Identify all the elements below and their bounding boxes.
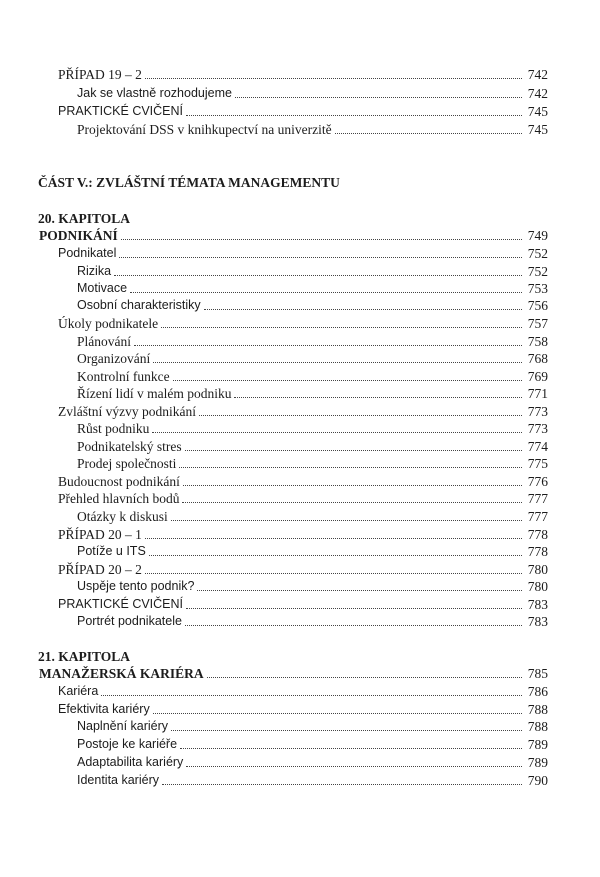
dot-leader [149, 555, 522, 556]
toc-entry-page: 788 [527, 719, 548, 734]
toc-entry-label: PODNIKÁNÍ [39, 228, 118, 243]
toc-entry-page: 780 [527, 579, 548, 594]
toc-entry-label: Plánování [77, 334, 131, 349]
toc-entry-page: 757 [527, 316, 548, 331]
toc-entry-page: 752 [527, 246, 548, 261]
dot-leader [183, 485, 522, 486]
toc-entry-label: Řízení lidí v malém podniku [77, 386, 232, 401]
dot-leader [199, 415, 522, 416]
toc-entry [58, 683, 548, 700]
toc-entry-label: Portrét podnikatele [77, 614, 182, 628]
toc-entry-label: Potíže u ITS [77, 544, 146, 558]
toc-entry-label: Efektivita kariéry [58, 702, 150, 716]
dot-leader [204, 309, 522, 310]
toc-entry-page: 780 [527, 562, 548, 577]
toc-entry [77, 736, 548, 753]
dot-leader [134, 345, 522, 346]
toc-entry-label: Jak se vlastně rozhodujeme [77, 86, 232, 100]
dot-leader [234, 397, 522, 398]
toc-entry-label: Organizování [77, 351, 151, 366]
toc-entry-label: Prodej společnosti [77, 456, 177, 471]
toc-entry-label: Kontrolní funkce [77, 369, 170, 384]
toc-entry-page: 789 [527, 737, 548, 752]
dot-leader [180, 748, 522, 749]
dot-leader [179, 467, 522, 468]
toc-entry [77, 420, 548, 437]
toc-entry-label: PŘÍPAD 20 – 2 [58, 562, 142, 577]
part-title: ČÁST V.: ZVLÁŠTNÍ TÉMATA MANAGEMENTU [38, 175, 340, 190]
toc-entry [58, 66, 548, 83]
toc-entry-label: PRAKTICKÉ CVIČENÍ [58, 104, 184, 118]
toc-entry-page: 773 [527, 421, 548, 436]
toc-entry-label: Adaptabilita kariéry [77, 755, 184, 769]
toc-entry-label: Postoje ke kariéře [77, 737, 178, 751]
dot-leader [171, 730, 522, 731]
toc-entry-label: Zvláštní výzvy podnikání [58, 404, 196, 419]
dot-leader [162, 784, 522, 785]
dot-leader [186, 766, 522, 767]
toc-entry-page: 768 [527, 351, 548, 366]
toc-entry [77, 368, 548, 385]
toc-entry [58, 526, 548, 543]
toc-entry-page: 745 [527, 104, 548, 119]
toc-entry-page: 742 [527, 86, 548, 101]
toc-entry [58, 596, 548, 613]
toc-entry-label: PŘÍPAD 20 – 1 [58, 527, 142, 542]
dot-leader [185, 625, 522, 626]
dot-leader [152, 432, 522, 433]
toc-entry [58, 403, 548, 420]
toc-entry-page: 749 [527, 228, 548, 243]
toc-entry-page: 774 [527, 439, 548, 454]
chapter-title-entry [39, 665, 548, 682]
dot-leader [153, 713, 522, 714]
dot-leader [186, 608, 522, 609]
toc-entry [77, 718, 548, 735]
toc-entry-page: 783 [527, 614, 548, 629]
toc-entry [77, 543, 548, 560]
toc-entry-page: 742 [527, 67, 548, 82]
toc-entry-page: 788 [527, 702, 548, 717]
toc-entry-page: 773 [527, 404, 548, 419]
toc-entry [58, 561, 548, 578]
toc-entry-page: 786 [527, 684, 548, 699]
toc-entry [77, 85, 548, 102]
toc-entry-page: 789 [527, 755, 548, 770]
dot-leader [207, 677, 522, 678]
toc-entry-label: Přehled hlavních bodů [58, 491, 180, 506]
toc-entry-page: 753 [527, 281, 548, 296]
dot-leader [171, 520, 522, 521]
toc-entry [77, 754, 548, 771]
dot-leader [161, 327, 522, 328]
toc-entry [77, 438, 548, 455]
toc-entry-label: Identita kariéry [77, 773, 159, 787]
toc-entry [58, 103, 548, 120]
toc-entry-page: 777 [527, 491, 548, 506]
toc-entry-label: Uspěje tento podnik? [77, 579, 195, 593]
chapter-title-entry [39, 227, 548, 244]
dot-leader [114, 275, 522, 276]
toc-entry-label: Kariéra [58, 684, 99, 698]
toc-entry [58, 490, 548, 507]
toc-entry-label: Podnikatelský stres [77, 439, 182, 454]
toc-entry [77, 297, 548, 314]
toc-entry [77, 333, 548, 350]
toc-entry-label: PŘÍPAD 19 – 2 [58, 67, 142, 82]
toc-entry-page: 756 [527, 298, 548, 313]
toc-entry-page: 777 [527, 509, 548, 524]
toc-entry [77, 350, 548, 367]
toc-entry [77, 772, 548, 789]
toc-entry-page: 790 [527, 773, 548, 788]
toc-entry [77, 385, 548, 402]
dot-leader [101, 695, 522, 696]
dot-leader [173, 380, 522, 381]
dot-leader [335, 133, 522, 134]
dot-leader [235, 97, 522, 98]
toc-entry [58, 701, 548, 718]
dot-leader [145, 78, 522, 79]
toc-entry-page: 776 [527, 474, 548, 489]
toc-entry [58, 245, 548, 262]
dot-leader [119, 257, 522, 258]
toc-entry [77, 121, 548, 138]
toc-entry-label: Projektování DSS v knihkupectví na univerzitě [77, 122, 332, 137]
toc-entry [77, 280, 548, 297]
chapter-label: 21. KAPITOLA [38, 649, 131, 664]
toc-entry-label: Motivace [77, 281, 128, 295]
toc-entry-page: 771 [527, 386, 548, 401]
dot-leader [197, 590, 522, 591]
dot-leader [153, 362, 522, 363]
toc-entry-page: 785 [527, 666, 548, 681]
toc-entry-label: Budoucnost podnikání [58, 474, 180, 489]
toc-entry-page: 783 [527, 597, 548, 612]
dot-leader [182, 502, 522, 503]
toc-entry-label: Úkoly podnikatele [58, 316, 159, 331]
dot-leader [186, 115, 522, 116]
toc-entry-page: 778 [527, 544, 548, 559]
dot-leader [185, 450, 522, 451]
toc-entry-page: 778 [527, 527, 548, 542]
toc-entry-label: Naplnění kariéry [77, 719, 169, 733]
toc-entry [77, 455, 548, 472]
toc-entry [77, 263, 548, 280]
toc-entry-label: Podnikatel [58, 246, 117, 260]
dot-leader [145, 538, 522, 539]
toc-entry [77, 508, 548, 525]
toc-entry [58, 315, 548, 332]
toc-entry [77, 578, 548, 595]
toc-entry-label: Otázky k diskusi [77, 509, 168, 524]
dot-leader [130, 292, 522, 293]
toc-entry-label: Růst podniku [77, 421, 150, 436]
toc-entry [58, 473, 548, 490]
toc-entry-label: PRAKTICKÉ CVIČENÍ [58, 597, 184, 611]
toc-entry [77, 613, 548, 630]
chapter-label: 20. KAPITOLA [38, 211, 131, 226]
toc-entry-page: 769 [527, 369, 548, 384]
toc-entry-page: 752 [527, 264, 548, 279]
dot-leader [121, 239, 522, 240]
dot-leader [145, 573, 522, 574]
toc-entry-page: 775 [527, 456, 548, 471]
toc-entry-label: MANAŽERSKÁ KARIÉRA [39, 666, 204, 681]
toc-entry-page: 758 [527, 334, 548, 349]
toc-entry-label: Rizika [77, 264, 112, 278]
toc-entry-label: Osobní charakteristiky [77, 298, 201, 312]
toc-entry-page: 745 [527, 122, 548, 137]
